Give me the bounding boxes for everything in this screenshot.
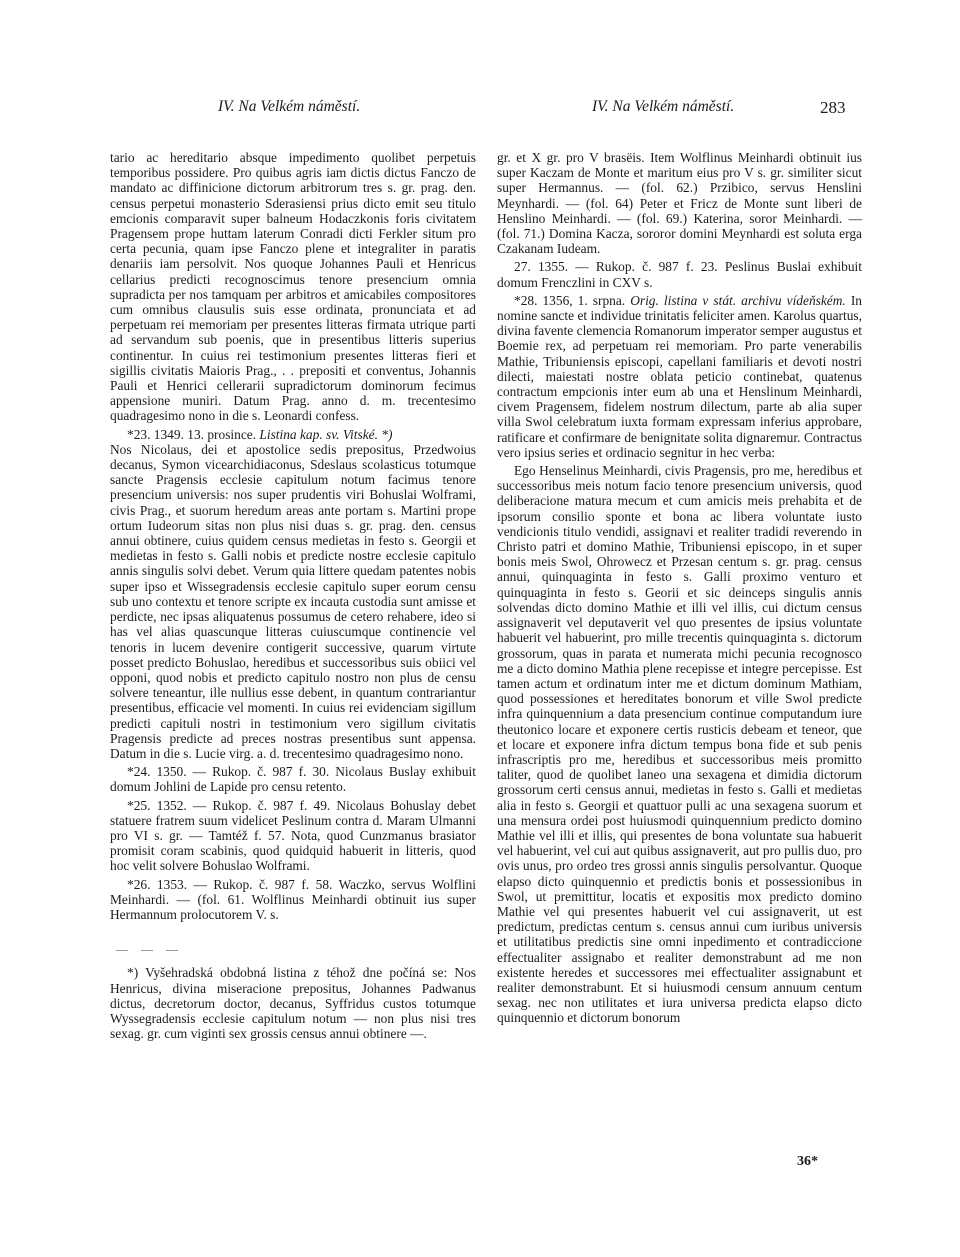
continued-paragraph-right: gr. et X gr. pro V brasëis. Item Wolflinus Meinhardi obtinuit ius super Kaczam de Monte et maritum eius pro V s. gr. similiter sicut super Hermannus. — (fol. 62.) Przibico, servus Henslini Meynhardi. — (fol. 64) Peter et Fricz de Monte sunt liberi de Henslino Meinhardi. — (fol. 69.) Katerina, soror Meinhardi. — (fol. 71.) Domina Kacza, sororor domini Meynhardi est soluta erga Czakanam Iudeam. xyxy=(497,150,862,257)
running-title-left: IV. Na Velkém náměstí. xyxy=(218,98,361,115)
entry-25: *25. 1352. — Rukop. č. 987 f. 49. Nicolaus Bohuslay debet statuere fratrem suum videlicet Peslinum contra d. Maram Ulmanni pro VI s. gr. — Tamtéž f. 57. Nota, quod Cunzmanus brasiator promisit coram scabinis, quod quidquid habuerit in litteris, quod hoc velit solvere Bohuslao Wolframi. xyxy=(110,797,476,874)
entry-28-source: Orig. listina v stát. archivu vídeňském. xyxy=(630,292,846,308)
entry-28-body: Ego Henselinus Meinhardi, civis Pragensis, pro me, heredibus et successoribus meis notum facio tenore presencium universis, quod deliberacione matura mecum et cum amicis meis prehabita et de ipsorum consilio sponte et bona ac libera voluntate iusto vendicionis titulo vendidi, assignavi et realiter tradidi reverendo in Christo patri et domino Mathie, Tribuniensi episcopo, in et super bonis meis Swol, Ohrowecz et Przesan centum s. gr. prag. census annui, quinquaginta in festo s. Galli proximo venturo et quinquaginta in festo s. Georii et sic deinceps singulis annis solvendas dicto domino Mathie et illi vel illis, cui dictum census assignaverit vel deputaverit vel quo presentes de ipsius voluntate habuerit vel habuerint, pro mille trecentis quinquaginta s. dictorum grossorum, quas in parata et numerata michi pecunia recognosco me a dicto domino Mathia plene recepisse et integre percepisse. Est tamen actum et ordinatum inter me et dictum dominum Mathiam, quod possessiones et hereditates bonorum et ville Swol predicte infra quinquennium a data presencium continue computandum iure theutonico locare et exponere certis rusticis debeam et teneor, que et locare et exponere infra dictum tempus bona fide et sub penis infrascriptis pro me, heredibus et successoribus meis promitto taliter, quod de quolibet laneo una sexagena et dimidia dictorum grossorum certi census annui, medietas in festo s. Galli et medietas alia in festo s. Georgii et quattuor pulli ac una sexagena suorum et una mensura ordei post huiusmodi quinquennium predicto domino Mathie vel illi et illis, qui presentes de bona voluntate sua habuerit vel habuerint, vel cui aut quibus assignaverit, aut pro pullis duo, pro ovis unus, pro ordeo tres grossi annis singulis persolvantur. Quoque elapso dicto quinquennio et predictis bonis et possessionibus in Swol, ut premittitur, locatis et expositis mox predicto domino Mathie vel qui presentes habuerit vel cui assignaverit, ut est predictum, predictas centum s. census annui cum iuribus universis et utilitatibus predictis sine omni inpedimento et contradiccione effectualiter assignabo et realiter demonstrabunt ad me non existente heredes et successores mei effectualiter assignabunt et realiter demonstrabunt. Et si huiusmodi censum annuum centum sexag. nec non utilitates et iura universa predicta elapso dicto quinquennio et dictorum bonorum xyxy=(497,463,862,1026)
signature-mark: 36* xyxy=(797,1154,818,1169)
entry-26: *26. 1353. — Rukop. č. 987 f. 58. Waczko, servus Wolflini Meinhardi. — (fol. 61. Wolflinus Meinhardi obtinuit ius super Hermannum prolocutorem V. s. xyxy=(110,876,476,922)
entry-23-source: Listina kap. sv. Vitské. *) xyxy=(259,426,393,442)
entry-28-heading xyxy=(497,293,862,460)
entry-28-number-date: *28. 1356, 1. srpna. xyxy=(514,292,626,308)
footnote-separator: — — — xyxy=(116,942,185,957)
right-column xyxy=(497,150,862,1026)
running-title-right: IV. Na Velkém náměstí. xyxy=(592,98,735,115)
page-number: 283 xyxy=(820,98,846,117)
entry-27: 27. 1355. — Rukop. č. 987 f. 23. Peslinus Buslai exhibuit domum Frenczlini in CXV s. xyxy=(497,259,862,290)
entry-24: *24. 1350. — Rukop. č. 987 f. 30. Nicolaus Buslay exhibuit domum Johlini de Lapide pro censu retento. xyxy=(110,764,476,795)
entry-28-text: In nomine sancte et individue trinitatis feliciter amen. Karolus quartus, divina favente clemencia Romanorum imperator semper augustus et Boemie rex, ad perpetuam rei memoriam. Pro parte venerabilis Mathie, Tribuniensis episcopi, capellani familiaris et devoti nostri dilecti, maiestati nostre oblata peticio continebat, quatenus contractum empcionis inter eum ab una et Henslinum Meinhardi, civem Pragensem, fidelem nostrum dilectum, parte ab alia super villa Swol celebratum iuxta formam expressam inferius approbare, ratificare et confirmare de benignitate solita dignaremur. Contractus vero ipsius series et ordinacio segnitur in hec verba: xyxy=(497,292,862,460)
entry-23-heading xyxy=(110,427,476,442)
entry-23-text: Nos Nicolaus, dei et apostolice sedis prepositus, Przedwoius decanus, Symon vicearchidiaconus, Sdeslaus scolasticus totumque sancte Pragensis ecclesie capitulum notum facimus tenore presencium universis: nos super prudentis viri Bohuslai Wolframi, civis Prag., et suorum heredum areas ante portam s. Martini prope ortum Iudeorum sitas non plus nisi duas s. gr. prag. den. census annui obtinere, cuius quidem census medietas in festo s. Georgii et medietas in festo s. Galli nobis et predicte nostre ecclesie capitulo annis singulis solvi debet. Verum quia littere quedam patentes nobis super ipso et Wissegradensis ecclesie capitulo super eorum censu sub uno contextu et tenore scripte ex incauta custodia sunt amisse et perdicte, nec ipsas aliquatenus possumus de cetero rehabere, ideo si has vel alias quascunque litteras cuiuscumque continencie vel tenoris in lucem devenire contigerit successive, quarum virtute posset predicto Bohuslao, heredibus et successoribus suis obiici vel opponi, quod nobis et predicto capitulo nostro non plus de censu solvere teneantur, ille nullius esse debent, in quantum contrariantur presentibus, efficacie vel momenti. In cuius rei evidenciam sigillum predicti capituli nostri in testimonium vero sigillum civitatis Pragensis predicte ad preces nostras presentibus sunt appensa. Datum in die s. Lucie virg. a. d. trecentesimo quadragesimo nono. xyxy=(110,441,476,761)
continued-paragraph: tario ac hereditario absque impedimento quolibet perpetuis temporibus possidere. Pro quibus agris iam dictis dictus Fanczo de mandato ac diffinicione dictorum arbitrorum tres s. gr. prag. den. census perpetui monasterio Sderasiensi prius dicto emit seu titulo emcionis comparavit super balneum Hodaczkonis foris civitatem Pragensem prope huttam laterum Conradi dicti Ferkler situm pro certa pecunia, quam ipse Fanczo plene et integraliter in paratis denariis iam persolvit. Nos quoque Johannes Pauli et Henricus cellarius predicti recognoscimus tenore presencium omnia supradicta per nos tamquam per arbitros et amicabiles compositores cum omnibus clausulis suis esse ordinata, pronunciata et ad perpetuam rei memoriam per presentes litteras firmata utrique parti ad servandum sub poenis, que in presentibus litteris superius continentur. In cuius rei testimonium presentes litteras fieri et sigillis civitatis Maioris Prag., . . prepositi et conventus, Johannis Pauli et Henrici cellerarii supradictorum dominorum fecimus appensione muniri. Datum Prag. anno d. m. trecentesimo quadragesimo nono in die s. Leonardi confess. xyxy=(110,150,476,424)
left-column xyxy=(110,150,476,1041)
footnote: *) Vyšehradská obdobná listina z téhož dne počíná se: Nos Henricus, divina miseracione prepositus, Johannes Padwanus dictus, decretorum doctor, decanus, Syffridus custos totumque Wyssegradensis ecclesie capitulum notum — non plus nisi tres sexag. gr. cum viginti sex grossis census annui obtinere —. xyxy=(110,965,476,1042)
entry-23-number-date: *23. 1349. 13. prosince. xyxy=(127,426,257,442)
